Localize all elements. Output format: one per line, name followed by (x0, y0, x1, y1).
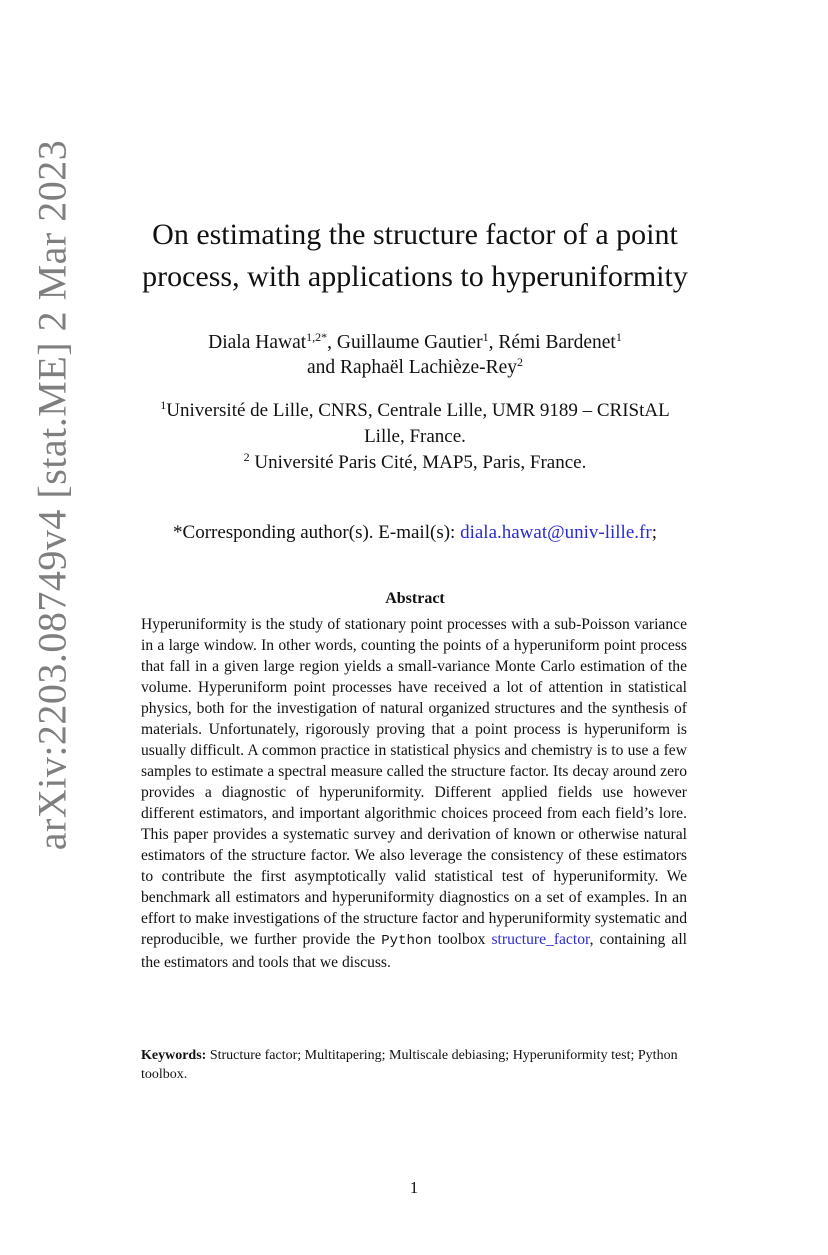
corresponding-author (110, 520, 720, 546)
affiliations (110, 398, 720, 476)
affiliation-mark: 1 (160, 398, 167, 412)
author-line-1: Diala Hawat$^{1,2*}$, Guillaume Gautier$^1$, Rémi Bardenet$^1$ (208, 330, 622, 353)
abstract-heading: Abstract (385, 590, 445, 607)
author-name: Raphaël Lachièze-Rey (340, 357, 518, 378)
toolbox-link[interactable]: structure_factor (491, 931, 590, 948)
corresponding-label: *Corresponding author(s). E-mail(s): (173, 522, 461, 543)
corresponding-suffix: ; (651, 522, 657, 543)
affiliation-1 (110, 398, 720, 424)
author-name: Rémi Bardenet (498, 332, 616, 353)
affiliation-2 (110, 450, 720, 476)
abstract-text-end: , containing all the estimators and tools that we discuss. (141, 931, 687, 971)
email-link[interactable]: diala.hawat@univ-lille.fr (460, 522, 652, 543)
abstract-body (141, 614, 687, 973)
keywords (141, 1046, 687, 1084)
author-name: Diala Hawat (208, 332, 307, 353)
author-affiliation-mark: 1 (482, 330, 489, 344)
abstract-text-after-code: toolbox (431, 931, 492, 948)
keywords-label: Keywords: (141, 1048, 207, 1063)
affiliation-1-city: Lille, France. (364, 426, 466, 447)
affiliation-text: Université de Lille, CNRS, Centrale Lille, UMR 9189 – CRIStAL (166, 400, 670, 421)
title-line-2: process, with applications to hyperuniformity (142, 260, 688, 293)
paper-title (110, 214, 720, 298)
author-affiliation-mark: 1,2* (306, 330, 328, 344)
keywords-text: Structure factor; Multitapering; Multiscale debiasing; Hyperuniformity test; Python toolbox. (141, 1048, 678, 1082)
author-affiliation-mark: 2 (517, 355, 524, 369)
abstract-text: Hyperuniformity is the study of stationary point processes with a sub-Poisson variance in a large window. In other words, counting the points of a hyperuniform point process that fall in a given large region yields a small-variance Monte Carlo estimation of the volume. Hyperuniform point processes have received a lot of attention in statistical physics, both for the investigation of natural organized structures and the synthesis of materials. Unfortunately, rigorously proving that a point process is hyperuniform is usually difficult. A common practice in statistical physics and chemistry is to use a few samples to estimate a spectral measure called the structure factor. Its decay around zero provides a diagnostic of hyperuniformity. Different applied fields use however different estimators, and important algorithmic choices proceed from each field’s lore. This paper provides a systematic survey and derivation of known or otherwise natural estimators of the structure factor. We also leverage the consistency of these estimators to contribute the first asymptotically valid statistical test of hyperuniformity. We benchmark all estimators and hyperuniformity diagnostics on a set of examples. In an effort to make investigations of the structure factor and hyperuniformity systematic and reproducible, we further provide the (141, 616, 687, 948)
author-name: Guillaume Gautier (336, 332, 483, 353)
author-list (110, 330, 720, 380)
author-affiliation-mark: 1 (615, 330, 622, 344)
arxiv-identifier-stamp: arXiv:2203.08749v4 [stat.ME] 2 Mar 2023 (29, 139, 75, 851)
author-line-2 (110, 355, 720, 380)
code-word: Python (381, 933, 432, 949)
author-conjunction: and (306, 357, 340, 378)
affiliation-text: Université Paris Cité, MAP5, Paris, France. (249, 452, 587, 473)
affiliation-mark: 2 (243, 450, 250, 464)
page-number: 1 (409, 1178, 419, 1197)
title-line-1: On estimating the structure factor of a point (152, 218, 678, 251)
